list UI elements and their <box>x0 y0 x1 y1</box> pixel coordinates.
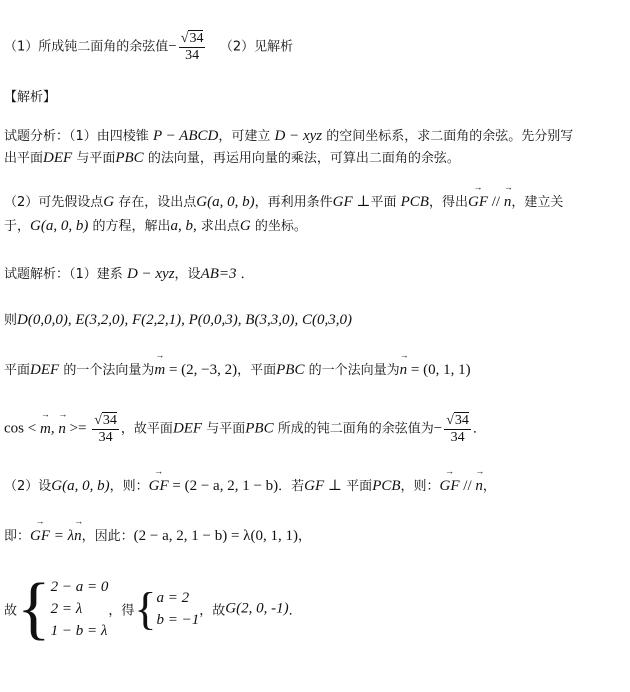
vector-m: → m <box>39 408 51 437</box>
text: ，得 <box>108 603 135 619</box>
analysis-line-3 <box>4 182 626 213</box>
cos-text: cos < <box>4 420 40 437</box>
solution-line-3 <box>4 516 626 547</box>
text: ． <box>472 421 486 437</box>
text: 的方程，解出 <box>92 219 171 234</box>
equation: 2 = λ <box>50 601 83 617</box>
vector-m: → m <box>154 350 166 378</box>
text: 于， <box>4 219 31 234</box>
text: 与平面 <box>76 151 116 166</box>
answer-line <box>4 30 626 64</box>
text: （1）建系 <box>69 267 123 282</box>
vector-gf: → GF <box>468 182 488 210</box>
points-line <box>4 310 626 331</box>
answer-numerator: 34 <box>189 31 204 46</box>
text: ，平面 <box>237 363 277 378</box>
left-brace: { <box>134 583 157 634</box>
math-expr: (2 − a, 2, 1 − b) = λ(0, 1, 1) <box>133 528 298 544</box>
answer-part2-text: （2）见解析 <box>219 39 294 55</box>
math-expr: P − ABCD <box>152 128 219 144</box>
analysis-line-1 <box>4 126 626 147</box>
answer-denominator: 34 <box>185 48 200 63</box>
text: ，设 <box>174 267 201 282</box>
text: ，故 <box>199 603 226 619</box>
vector-n: → n <box>399 350 409 378</box>
points-list: D(0,0,0), E(3,2,0), F(2,2,1), P(0,0,3), B(3,3,0), C(0,3,0) <box>17 312 352 328</box>
math-expr: PBC <box>115 150 144 166</box>
math-expr: G(a, 0, b) <box>196 194 255 210</box>
text: （2）可先假设点 <box>4 195 104 210</box>
text: （2）设 <box>4 479 52 494</box>
math-expr: DEF <box>43 150 73 166</box>
math-expr: G <box>239 218 251 234</box>
text: 存在，设出点 <box>118 195 197 210</box>
text: ，建立关 <box>511 195 564 210</box>
text: ， <box>482 479 496 494</box>
sqrt-symbol: √ <box>180 31 189 46</box>
text: 出平面 <box>4 151 44 166</box>
text: 即： <box>4 529 31 544</box>
analysis-label: 试题分析： <box>4 129 70 144</box>
text: ，则： <box>109 479 149 494</box>
math-expr: GF ⊥ <box>332 194 371 210</box>
text: ．若 <box>278 479 305 494</box>
text: 的一个法向量为 <box>63 363 155 378</box>
solution-system <box>156 587 199 631</box>
equation: a = 2 <box>156 590 190 606</box>
text: 平面 <box>4 363 31 378</box>
parallel-sign: // <box>459 478 476 494</box>
solution-line-1 <box>4 264 626 285</box>
math-expr: GF ⊥ <box>304 478 343 494</box>
math-expr: PBC <box>276 362 305 378</box>
text: ，故平面 <box>120 421 173 437</box>
section-title: 【解析】 <box>4 90 57 105</box>
cos-fraction-2: $\frac{√34}{34}$ <box>446 413 469 445</box>
math-expr: >= <box>65 420 91 437</box>
minus-sign: − <box>168 38 177 55</box>
normal-vectors-line <box>4 350 626 381</box>
equation-system-line <box>4 570 626 647</box>
equation: 2 − a = 0 <box>50 579 109 595</box>
equation: b = −1 <box>156 612 200 628</box>
text: 平面 <box>346 479 373 494</box>
text: 的一个法向量为 <box>308 363 400 378</box>
solution-label: 试题解析： <box>4 267 70 282</box>
vector-n: → n <box>475 466 485 494</box>
text: ，可建立 <box>218 129 271 144</box>
math-expr: DEF <box>30 362 60 378</box>
text: ，因此： <box>81 529 134 544</box>
comma: , <box>50 420 59 437</box>
text: ． <box>288 603 302 619</box>
math-expr: = (0, 1, 1) <box>407 362 471 378</box>
left-brace: { <box>17 570 51 647</box>
text: ，得出 <box>428 195 468 210</box>
math-expr: DEF <box>172 420 203 437</box>
math-expr: G <box>103 194 115 210</box>
vector-n: → n <box>503 182 513 210</box>
analysis-line-2 <box>4 148 626 169</box>
text: ． <box>240 267 254 282</box>
math-expr: D − xyz <box>126 266 175 282</box>
vector-gf: → GF <box>30 516 51 544</box>
equation: 1 − b = λ <box>50 623 108 639</box>
math-expr: G(a, 0, b) <box>51 478 110 494</box>
math-expr: PCB <box>372 478 401 494</box>
minus-sign: − <box>433 420 443 437</box>
text: 的法向量，再运用向量的乘法，可算出二面角的余弦。 <box>147 151 460 166</box>
math-expr: PBC <box>245 420 274 437</box>
final-answer: G(2, 0, -1) <box>225 600 289 617</box>
text: ，再利用条件 <box>254 195 333 210</box>
parallel-sign: // <box>488 194 504 210</box>
math-expr: a, b, <box>170 218 197 234</box>
math-expr: AB=3 <box>200 266 237 282</box>
vector-n: → n <box>58 408 68 437</box>
math-expr: G(a, 0, b) <box>30 218 89 234</box>
cosine-line <box>4 408 626 446</box>
text: 故 <box>4 603 18 619</box>
cos-fraction: $\frac{√34}{34}$ <box>94 413 117 445</box>
analysis-line-4 <box>4 216 626 237</box>
text: 则 <box>4 313 18 328</box>
solution-line-2 <box>4 466 626 497</box>
text: ， <box>297 529 311 544</box>
answer-fraction <box>179 30 206 64</box>
text: （1）由四棱锥 <box>69 129 149 144</box>
math-expr: D − xyz <box>274 128 323 144</box>
text: 的坐标。 <box>254 219 307 234</box>
answer-part1-text: （1）所成钝二面角的余弦值 <box>4 39 169 55</box>
math-expr: = λ <box>50 528 75 544</box>
text: 求出点 <box>200 219 240 234</box>
text: 与平面 <box>206 421 246 437</box>
text: 所成的钝二面角的余弦值为 <box>277 421 434 437</box>
equation-system <box>51 576 109 642</box>
vector-n: → n <box>74 516 84 544</box>
vector-gf: → GF <box>148 466 169 494</box>
text: 的空间坐标系，求二面角的余弦。先分别写 <box>326 129 574 144</box>
text: ，则： <box>400 479 440 494</box>
math-expr: = (2 − a, 2, 1 − b) <box>168 478 279 494</box>
text: 平面 <box>370 195 397 210</box>
math-expr: PCB <box>400 194 429 210</box>
math-expr: = (2, −3, 2) <box>165 362 238 378</box>
vector-gf: → GF <box>439 466 460 494</box>
